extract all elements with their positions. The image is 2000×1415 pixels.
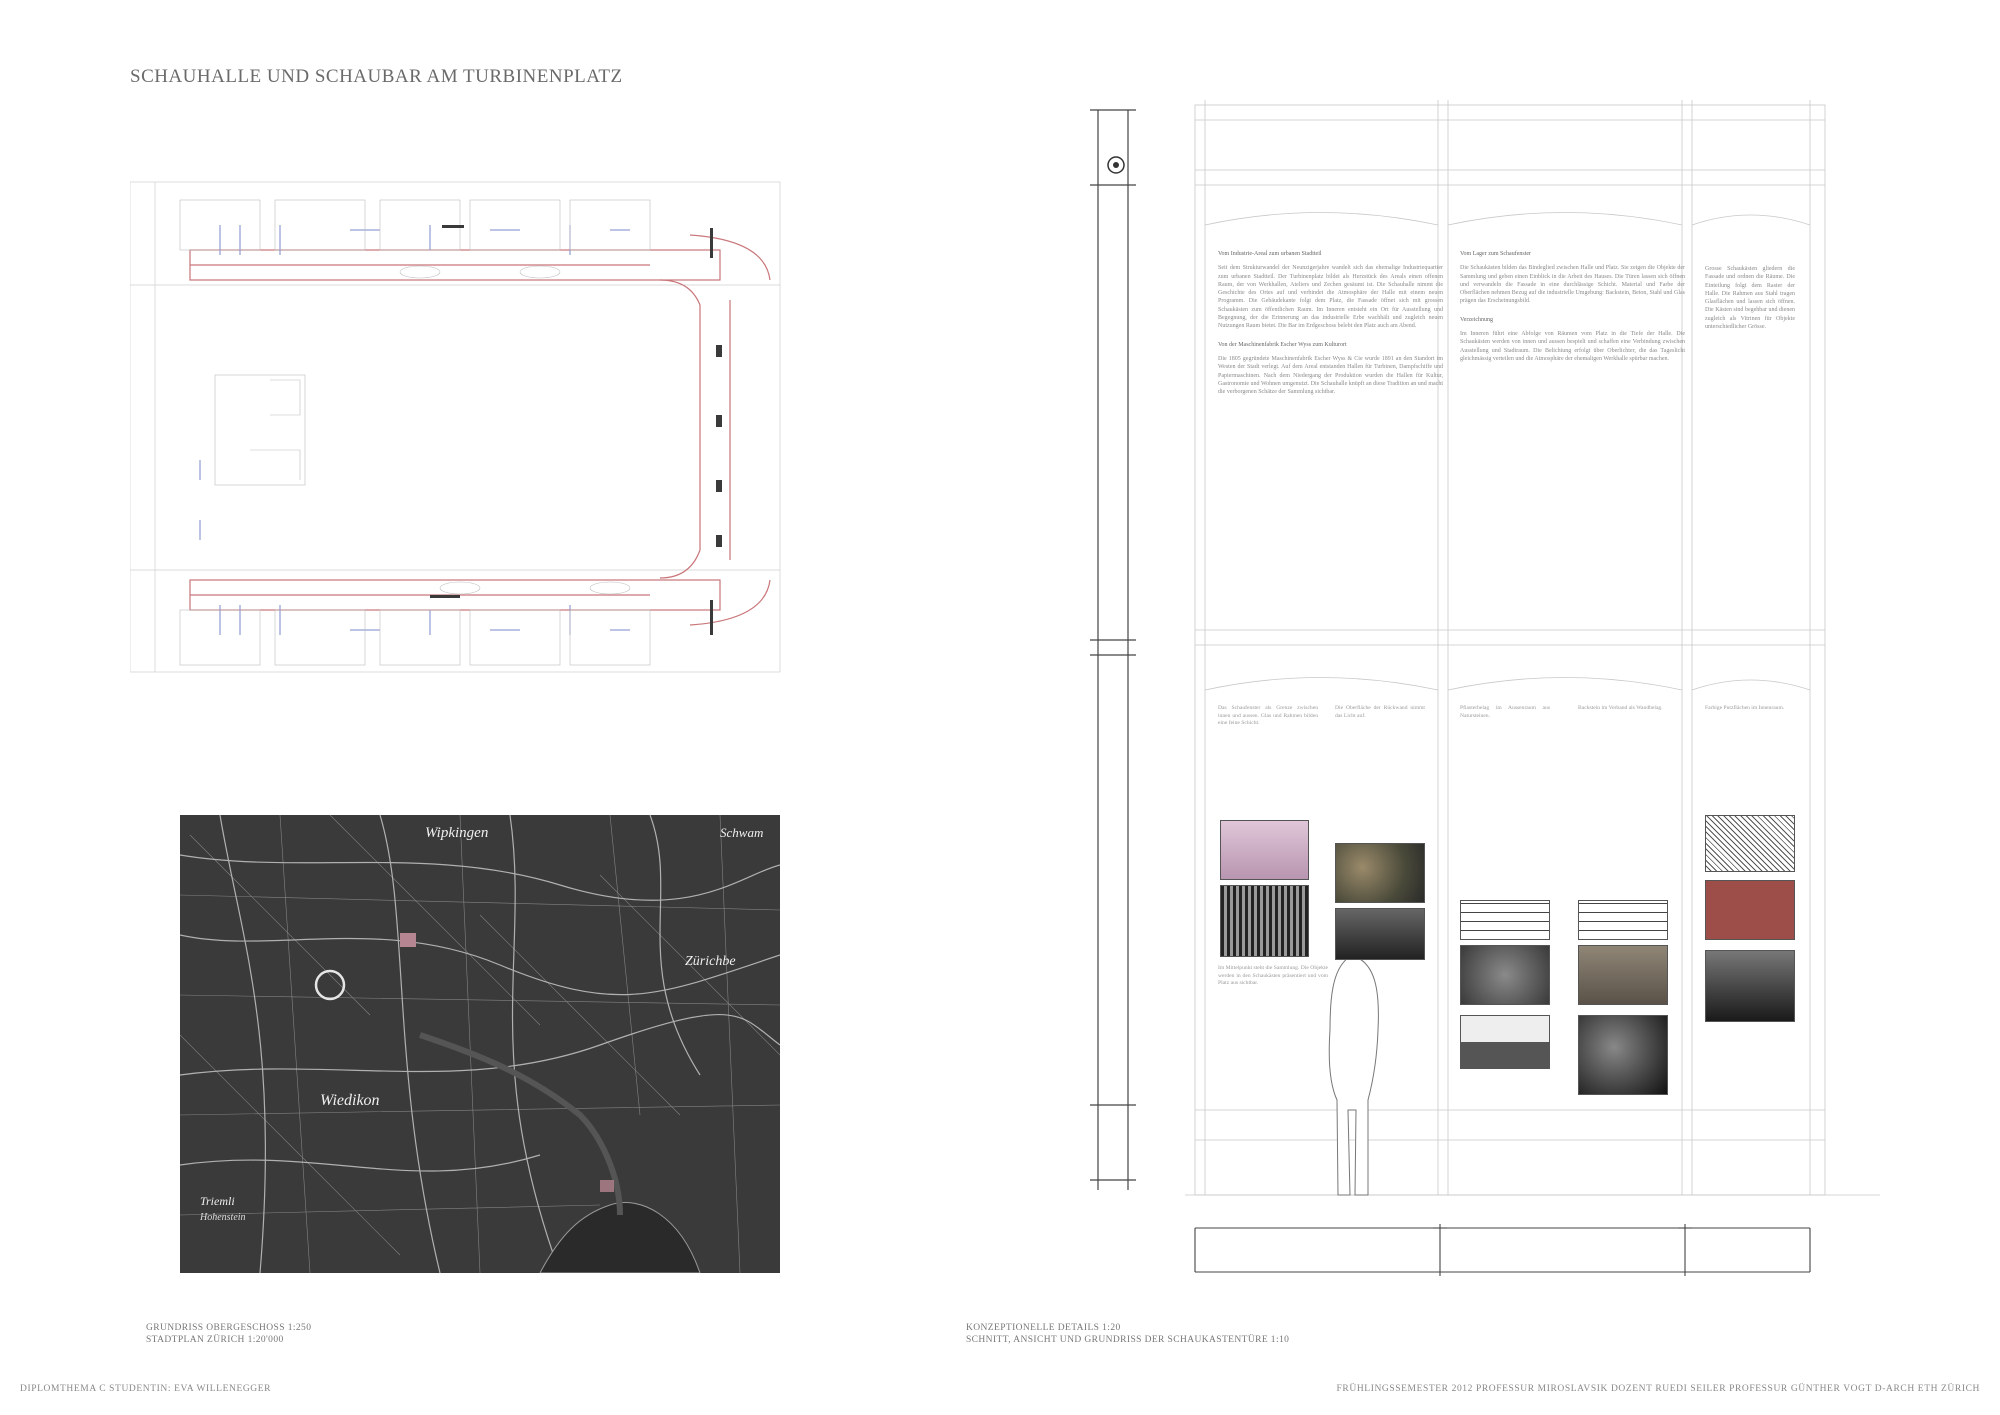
door-plan-drawing [1185,1220,1815,1280]
caption-citymap: STADTPLAN ZÜRICH 1:20'000 [146,1335,284,1345]
detail-text-6: Im Mittelpunkt steht die Sammlung. Die Objekte werden in den Schaukästen präsentiert und vom Platz aus sichtbar. [1218,965,1328,987]
column-2-body: Die Schaukästen bilden das Bindeglied zwischen Halle und Platz. Sie zeigen die Objekte der Sammlung und geben einen Einblick in die Arbeit des Hauses. Die Türen lassen sich öffnen und verwandeln die Fassade in eine durchlässige Schicht. Material und Farbe der Oberflächen nehmen Bezug auf die industrielle Umgebung: Backstein, Beton, Stahl und Glas prägen das Erscheinungsbild. [1460,265,1685,305]
door-section-drawing [1088,105,1138,1200]
swatch-hall-photo [1335,908,1425,960]
column-1-heading-2: Von der Maschinenfabrik Escher Wyss zum Kulturort [1218,341,1347,348]
swatch-brick-pattern-1 [1460,900,1550,940]
swatch-stone-wall-photo [1578,945,1668,1005]
column-2-heading: Vom Lager zum Schaufenster [1460,251,1532,257]
text-column-3: Grosse Schaukästen gliedern die Fassade und ordnen die Räume. Die Einteilung folgt dem Raster der Halle. Die Rahmen aus Stahl tragen Glasflächen und lassen sich öffnen. Die Kästen sind begehbar und dienen zugleich als Vitrinen für Objekte unterschiedlicher Grösse. [1705,266,1795,331]
map-label-wiedikon: Wiedikon [320,1092,380,1109]
swatch-brick-pattern-2 [1578,900,1668,940]
swatch-grille-pattern [1705,815,1795,872]
page-title: SCHAUHALLE UND SCHAUBAR AM TURBINENPLATZ [130,66,623,87]
swatch-collection-photo [1335,843,1425,903]
swatch-interior-photo [1705,950,1795,1022]
column-1-body: Seit dem Strukturwandel der Neunzigerjahre wandelt sich das ehemalige Industriequartier zum urbanen Stadtteil. Der Turbinenplatz bildet als Herzstück des Areals einen offenen Raum, der von Werkhallen, Ateliers und Zechen gesäumt ist. Die Schauhalle nimmt die Geschichte des Ortes auf und verbindet die Atmosphäre der Halle mit einem neuen Programm. Die Gebäudekante folgt dem Platz, die Fassade öffnet sich mit grossen Schaukästen zum öffentlichen Raum. Im Inneren entsteht ein Ort für Ausstellung und Begegnung, der die Erinnerung an das industrielle Erbe wachhält und zugleich neuen Nutzungen Raum bietet. Die Bar im Erdgeschoss belebt den Platz auch am Abend. [1218,265,1443,330]
detail-text-3: Pflasterbelag im Aussenraum aus Natursteinen. [1460,705,1550,719]
floor-plan-drawing [130,180,790,675]
map-label-schwamendingen: Schwam [720,825,764,840]
swatch-building-photo-1 [1460,1015,1550,1069]
city-map-texture [180,815,780,1273]
city-map [180,815,780,1273]
detail-text-5: Farbige Putzflächen im Innenraum. [1705,705,1785,711]
detail-text-1: Das Schaufenster als Grenze zwischen innen und aussen. Glas und Rahmen bilden eine feine Schicht. [1218,705,1318,727]
detail-text-4: Backstein im Verband als Wandbelag. [1578,705,1663,711]
swatch-shelf-photo [1220,885,1309,957]
map-label-zuerichberg: Zürichbe [685,954,736,969]
text-column-1 [1218,250,1443,620]
swatch-brick-red [1705,880,1795,940]
swatch-pink-fabric [1220,820,1309,880]
footer-left: DIPLOMTHEMA C STUDENTIN: EVA WILLENEGGER [20,1384,272,1394]
map-label-hohenstein: Hohenstein [200,1212,246,1223]
caption-floorplan: GRUNDRISS OBERGESCHOSS 1:250 [146,1323,312,1333]
swatch-workshop-photo [1578,1015,1668,1095]
text-column-2 [1460,250,1685,620]
swatch-cobblestone-photo [1460,945,1550,1005]
caption-details: KONZEPTIONELLE DETAILS 1:20 [966,1323,1121,1333]
footer-right: FRÜHLINGSSEMESTER 2012 PROFESSUR MIROSLAVSIK DOZENT RUEDI SEILER PROFESSUR GÜNTHER VOGT D-ARCH ETH ZÜRICH [1336,1384,1980,1394]
caption-section: SCHNITT, ANSICHT UND GRUNDRISS DER SCHAUKASTENTÜRE 1:10 [966,1335,1290,1345]
detail-text-2: Die Oberfläche der Rückwand nimmt das Licht auf. [1335,705,1425,719]
map-label-wipkingen: Wipkingen [425,825,489,841]
column-2-heading-2: Verzeichnung [1460,316,1493,323]
column-1-body-2: Die 1805 gegründete Maschinenfabrik Escher Wyss & Cie wurde 1891 an den Standort im Westen der Stadt verlegt. Auf dem Areal entstanden Hallen für Turbinen, Dampfschiffe und Papiermaschinen. Nach dem Niedergang der Produktion wurden die Hallen für Kultur, Gastronomie und Wohnen umgenutzt. Die Schauhalle knüpft an diese Tradition an und macht die verborgenen Schätze der Sammlung sichtbar. [1218,355,1443,396]
column-2-body-2: Im Inneren führt eine Abfolge von Räumen vom Platz in die Tiefe der Halle. Die Schaukästen werden von innen und aussen bespielt und schaffen eine Verbindung zwischen Ausstellung und Stadtraum. Die Belichtung erfolgt über Oberlichter, die das Tageslicht gleichmässig verteilen und die Atmosphäre der ehemaligen Werkhalle spürbar machen. [1460,331,1685,362]
column-1-heading: Vom Industrie-Areal zum urbanen Stadtteil [1218,251,1322,257]
map-label-triemli: Triemli [200,1194,235,1208]
